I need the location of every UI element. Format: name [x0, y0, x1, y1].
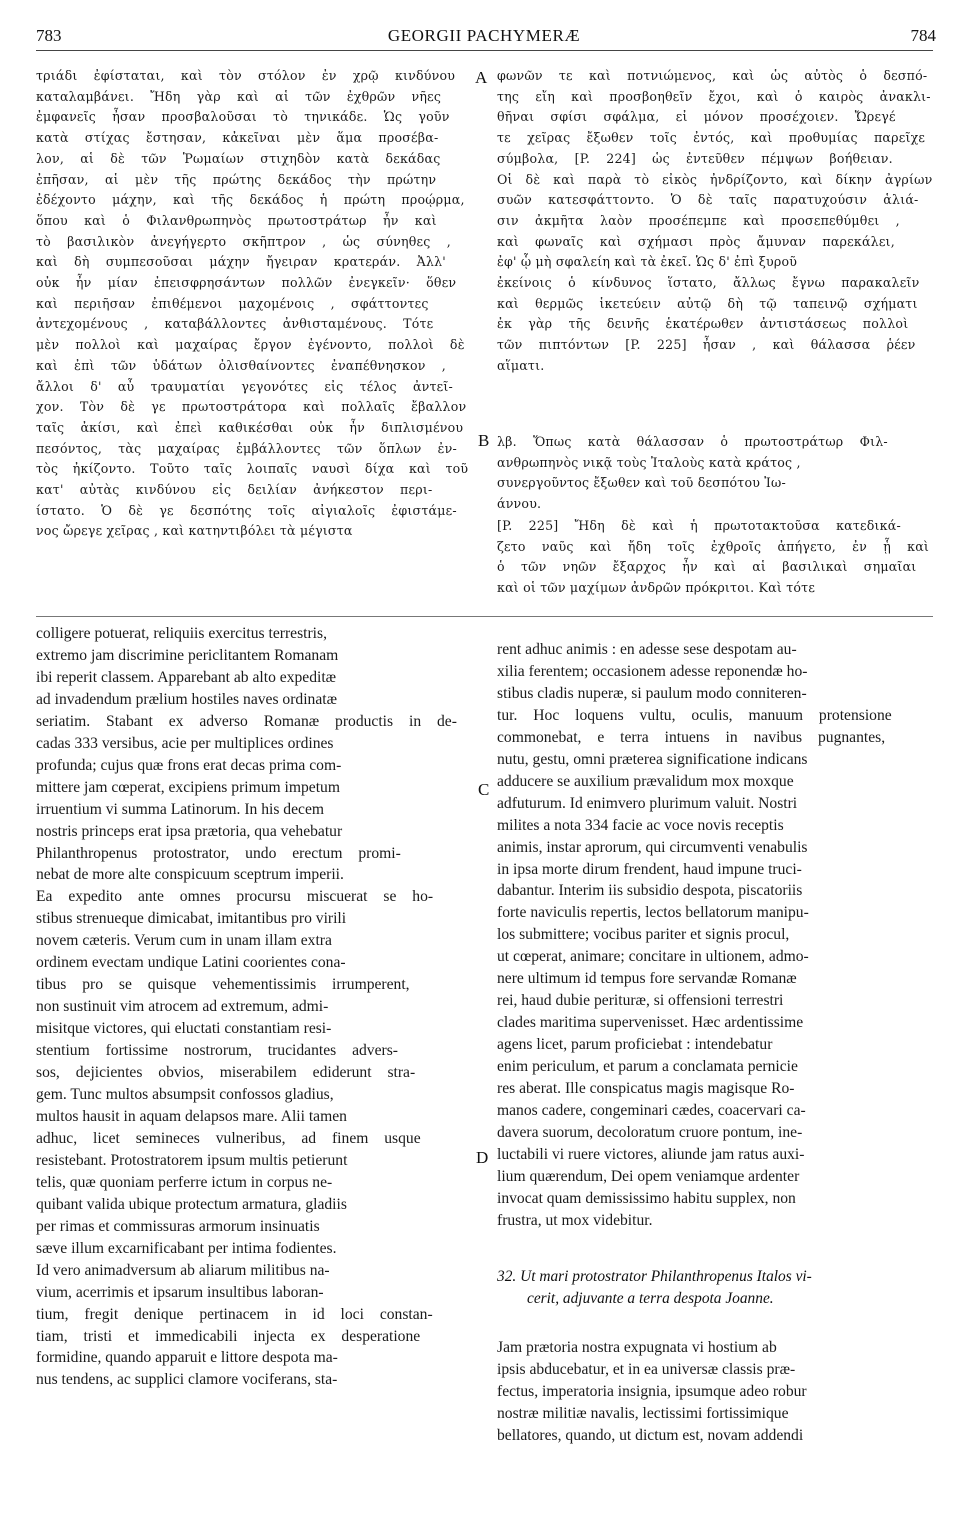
text-line: fectus, imperatoria insignia, ipsumque adeo robur — [497, 1382, 807, 1400]
text-line: ordinem evectam undique Latini coorientes cona- — [36, 954, 346, 972]
text-line: τὸς ἠκίζοντο. Τοῦτο ταῖς λοιπαῖς ναυσὶ δίχα καὶ τοῦ — [36, 461, 468, 477]
text-line: άννου. — [497, 496, 542, 512]
text-line: xilia ferentem; occasionem adesse reponendæ ho- — [497, 662, 808, 680]
page-number-right: 784 — [910, 26, 936, 45]
greek-column-right-continuation — [497, 516, 933, 599]
text-line: mittere jam cœperat, excipiens primum impetum — [36, 778, 340, 796]
header-rule — [36, 50, 933, 51]
greek-column-left — [36, 66, 468, 542]
text-line: κατ' αὐτὰς κινδύνου εἰς δειλίαν ἀνήκεστον περι- — [36, 482, 433, 498]
text-line: σύμβολα, [P. 224] ὡς ἐντεῦθεν πέμψων βοήθειαν. — [497, 150, 893, 166]
text-line: per rimas et commissuras armorum insinuatis — [36, 1217, 320, 1235]
text-line: ἄλλοι δ' αὖ τραυματίαι γεγονότες εἰς τέλος ἀντεῖ- — [36, 378, 453, 394]
text-line: ζετο ναῦς καὶ ἤδη τοῖς ἐχθροῖς ἀπήγετο, ἐν ᾗ καὶ — [497, 538, 930, 554]
text-line: nebat de more alte conspicuum sceptrum imperii. — [36, 866, 344, 884]
greek-column-right — [497, 66, 933, 377]
text-line: φωνῶν τε καὶ ποτνιώμενος, καὶ ὡς αὐτὸς ὁ δεσπό- — [497, 68, 928, 83]
text-line: nus tendens, ac supplici clamore vociferans, sta- — [36, 1371, 338, 1389]
latin-column-right — [497, 639, 933, 1232]
text-line: Οἱ δὲ καὶ παρὰ τὸ εἰκὸς ἠνδρίζοντο, καὶ δίκην ἀγρίων — [497, 171, 933, 187]
text-line: tium, fregit denique pertinacem in id loci constan- — [36, 1305, 433, 1323]
text-line: multos hausit in aquam delapsos mare. Alii tamen — [36, 1107, 347, 1125]
text-line: καὶ περιῆσαν ἐπιθέμενοι μαχομένοις , σφάττοντες — [36, 295, 429, 311]
text-line: stentium fortissime nostrorum, trucidantes advers- — [36, 1042, 398, 1060]
text-line: los submittere; vocibus pariter et signis procul, — [497, 926, 790, 944]
text-line: ὅπου καὶ ὁ Φιλανθρωπηνὸς πρωτοστράτωρ ἦν καὶ — [36, 212, 437, 228]
text-line: res aberat. Ille conspicatus magis magisque Ro- — [497, 1080, 795, 1098]
text-line: οὐκ ἦν μίαν ἐπεισφρησάντων πολλῶν ἐνεγκεῖν· ὅθεν — [36, 275, 457, 291]
text-line: non sustinuit vim atrocem ad extremum, admi- — [36, 998, 329, 1016]
text-line: τριάδι ἐφίσταται, καὶ τὸν στόλον ἐν χρῷ κινδύνου — [36, 68, 456, 83]
text-line: milites a nota 334 facie ac voce novis receptis — [497, 816, 784, 834]
text-line: telis, quæ quoniam perferre ictum in corpus ne- — [36, 1173, 333, 1191]
text-line: formidine, quando apparuit e littore despota ma- — [36, 1349, 338, 1367]
text-line: stibus cladis nuperæ, si paulum modo conniteren- — [497, 684, 807, 702]
text-line: sos, dejicientes obvios, miserabilem ediderunt stra- — [36, 1064, 416, 1082]
text-line: Id vero animadversum ab aliarum militibus na- — [36, 1261, 330, 1279]
text-line: θῆναι σφίσι σφάλμα, εἰ μόνον προσέχοιεν. Ὤρεγέ — [497, 109, 896, 125]
text-line: ὁ τῶν νηῶν ἔξαρχος ἦν καὶ αἱ βασιλικαὶ σημαῖαι — [497, 559, 917, 575]
text-line: καὶ οἱ τῶν μαχίμων ἀνδρῶν πρόκριτοι. Καὶ τότε — [497, 580, 816, 596]
text-line: nostris princeps erat ipsa prætoria, qua vehebatur — [36, 822, 343, 840]
latin-column-right-continuation — [497, 1337, 933, 1447]
text-line: manos cadere, congeminari cædes, coacervari ca- — [497, 1102, 806, 1120]
column-divider-rule — [36, 616, 933, 617]
text-line: gem. Tunc multos absumpsit confossos gladius, — [36, 1086, 334, 1104]
text-line: Philanthropenus protostrator, undo erectum promi- — [36, 844, 401, 862]
margin-letter-a: A — [475, 68, 488, 87]
text-line: animis, instar aprorum, qui circumventi venabulis — [497, 838, 808, 856]
text-line: ἐφ' ᾧ μὴ σφαλείη καὶ τὰ ἐκεῖ. Ὡς δ' ἐπὶ ξυροῦ — [497, 254, 798, 270]
text-line: frustra, ut mox videbitur. — [497, 1211, 653, 1229]
text-line: nutu, gestu, omni præterea significatione indicans — [497, 750, 808, 768]
text-line: tur. Hoc loquens vultu, oculis, manuum protensione — [497, 706, 892, 724]
text-line: adhuc, licet semineces vulneribus, ad finem usque — [36, 1129, 421, 1147]
text-line: αἵματι. — [497, 357, 545, 373]
text-line: lium quærendum, Dei opem veniamque ardenter — [497, 1167, 800, 1185]
text-line: sæve illum excarnificabant per intima fodientes. — [36, 1239, 337, 1257]
text-line: tibus pro se quisque vehementissimis irrumperent, — [36, 976, 410, 994]
text-line: πεσόντος, τὰς μαχαίρας ἐμβάλλοντες τῶν ὅπλων ἐν- — [36, 440, 457, 456]
text-line: τε χεῖρας ἔξωθεν τοῖς ἐντός, καὶ προθυμίας παρεῖχε — [497, 130, 926, 146]
text-line: καὶ θερμῶς ἱκετεύειν αὐτῷ δὴ τῷ ταπεινῷ σχήματι — [497, 295, 918, 311]
text-line: forte naviculis repertis, lectos bellatorum manipu- — [497, 904, 809, 922]
text-line: ταῖς ἀκίσι, καὶ ἐπεὶ καθικέσθαι οὐκ ἦν διπλισμένου — [36, 419, 464, 435]
text-line: profunda; cujus quæ frons erat decas prima com- — [36, 756, 342, 774]
text-line: χον. Τὸν δὲ γε πρωτοστράτορα καὶ πολλαῖς ἔβαλλον — [36, 399, 467, 415]
text-line: misitque victores, qui eluctati constantiam resi- — [36, 1020, 332, 1038]
text-line: καὶ ἐπὶ τῶν ὑδάτων ὀλισθαίνοντες ἐναπέθνησκον , — [36, 357, 447, 373]
text-line: colligere potuerat, reliquiis exercitus terrestris, — [36, 625, 327, 642]
section-title-line: 32. Ut mari protostrator Philanthropenus Italos vi- — [497, 1268, 812, 1285]
text-line: rent adhuc animis : en adesse sese despotam au- — [497, 641, 797, 658]
margin-letter-d: D — [476, 1148, 489, 1167]
text-line: quibant valida ubique protectum armatura, gladiis — [36, 1195, 347, 1213]
text-line: καταλαμβάνει. Ἤδη γὰρ καὶ αἱ τῶν ἐχθρῶν νῆες — [36, 88, 442, 104]
text-line: κατὰ στίχας ἔστησαν, κἀκεῖναι μὲν ἅμα προσέβα- — [36, 130, 439, 146]
text-line: adfuturum. Id enimvero plurimum valuit. Nostri — [497, 794, 798, 812]
text-line: invocat quam demississimo habitu supplex, non — [497, 1189, 796, 1207]
text-line: ἀντεχομένους , καταβάλλοντες ἀνθισταμένους. Τότε — [36, 316, 434, 332]
text-line: agens licet, parum proficiebat : intendebatur — [497, 1036, 773, 1054]
text-line: ἐκ γὰρ τῆς δεινῆς ἑκατέρωθεν ἀντιστάσεως πολλοὶ — [497, 316, 909, 332]
text-line: συνεργοῦντος ἔξωθεν καὶ τοῦ δεσπότου Ἰω- — [497, 475, 786, 491]
text-line: συῶν κατεσφάττοντο. Ὁ δὲ ταῖς παρατυχούσιν ἁλιά- — [497, 192, 919, 208]
text-line: nostræ militiæ navalis, lectissimi fortissimique — [497, 1404, 789, 1422]
text-line: ibi reperit classem. Apparebant ab alto expeditæ — [36, 668, 337, 686]
text-line: ipsis abducebatur, et in ea universæ classis præ- — [497, 1360, 796, 1378]
text-line: τῶν πιπτόντων [P. 225] ἦσαν , καὶ θάλασσα ῥέεν — [497, 337, 916, 353]
text-line: νος ὤρεγε χεῖρας , καὶ κατηντιβόλει τὰ μέγιστα — [36, 523, 353, 539]
text-line: vium, acerrimis et ipsarum insultibus laboran- — [36, 1283, 324, 1301]
text-line: καὶ δὴ συμπεσοῦσαι μάχην ἤγειραν κρατεράν. Ἀλλ' — [36, 254, 446, 270]
text-line: ἐδέχοντο μάχην, καὶ τῆς δεκάδος ἡ πρώτη προῴρμα, — [36, 192, 465, 208]
text-line: tiam, tristi et immedicabili injecta ex desperatione — [36, 1327, 421, 1345]
text-line: resistebant. Protostratorem ipsum multis petierunt — [36, 1151, 348, 1169]
text-line: ίστατο. Ὁ δὲ γε δεσπότης τοῖς αἰγιαλοῖς ἐφιστάμε- — [36, 502, 457, 518]
text-line: λον, αἱ δὲ τῶν Ῥωμαίων στιχηδὸν κατὰ δεκάδας — [36, 150, 441, 166]
text-line: [P. 225] Ἤδη δὲ καὶ ἡ πρωτοτακτοῦσα κατεδικά- — [497, 518, 901, 533]
text-line: της εἴη καὶ προσβοηθεῖν ἔχοι, καὶ ὁ καιρὸς ἀνακλι- — [497, 88, 931, 104]
text-line: λβ. Ὅπως κατὰ θάλασσαν ὁ πρωτοστράτωρ Φιλ- — [497, 434, 888, 449]
text-line: dabantur. Interim iis subsidio despota, piscatoriis — [497, 882, 803, 900]
text-line: τὸ βασιλικὸν ἀνεγήγερτο σκῆπτρον , ὡς σύνηθες , — [36, 233, 451, 249]
margin-letter-b: B — [478, 431, 490, 450]
text-line: clades maritima supervenisset. Hæc ardentissime — [497, 1014, 804, 1032]
text-line: ut cœperat, animare; concitare in ultionem, admo- — [497, 948, 809, 966]
text-line: seriatim. Stabant ex adverso Romanæ productis in de- — [36, 712, 457, 730]
text-line: ἐμφανεῖς ἦσαν προσβαλοῦσαι τὸ τηνικάδε. Ὡς γοῦν — [36, 109, 450, 125]
text-line: ἐκείνοις ὁ κίνδυνος ἵστατο, ἄλλως ἔγνω παρακαλεῖν — [497, 275, 920, 291]
page-number-left: 783 — [36, 26, 62, 45]
text-line: ἐπῆσαν, αἱ μὲν τῆς πρώτης δεκάδος τὴν πρώτην — [36, 171, 437, 187]
running-title: GEORGII PACHYMERÆ — [387, 26, 581, 45]
text-line: adducere se auxilium prævalidum mox moxque — [497, 772, 794, 790]
text-line: extremo jam discrimine periclitantem Romanam — [36, 646, 339, 664]
text-line: commonebat, e terra intuens in navibus pugnantes, — [497, 728, 886, 746]
text-line: Jam prætoria nostra expugnata vi hostium ab — [497, 1339, 777, 1356]
text-line: davera suorum, decoloratum cruore pontum, ine- — [497, 1123, 803, 1141]
text-line: irruentium vi summa Latinorum. In his decem — [36, 800, 324, 818]
text-line: σιν ἀκμῆτα λαὸν προσέπεμπε καὶ προσεπεθύμθει , — [497, 212, 900, 228]
text-line: enim periculum, et parum a conclamata pernicie — [497, 1058, 798, 1076]
text-line: ad invadendum prælium hostiles naves ordinatæ — [36, 690, 338, 708]
text-line: in ipsa morte dirum frendent, haud impune truci- — [497, 860, 802, 878]
text-line: Ea expedito ante omnes procursu miscuerat se ho- — [36, 888, 434, 906]
text-line: καὶ φωναῖς καὶ σχήμασι πρὸς ἄμυναν παρεκάλει, — [497, 233, 895, 249]
text-line: bellatores, quando, ut dictum est, novam addendi — [497, 1426, 804, 1444]
text-line: ανθρωπηνὸς νικᾷ τοὺς Ἰταλοὺς κατὰ κράτος , — [497, 454, 801, 470]
text-line: stibus strenueque dimicabat, imitantibus pro virili — [36, 910, 347, 928]
text-line: μὲν πολλοὶ καὶ μαχαίρας ἔργον ἐγένοντο, πολλοὶ δὲ — [36, 337, 465, 353]
text-line: nere ultimum id tempus fore servandæ Romanæ — [497, 970, 797, 988]
margin-letter-c: C — [478, 780, 490, 799]
text-line: luctabili vi ruere victores, aliunde jam ratus auxi- — [497, 1145, 805, 1163]
section-title-line: cerit, adjuvante a terra despota Joanne. — [527, 1290, 774, 1307]
text-line: cadas 333 versibus, acie per multiplices ordines — [36, 734, 334, 752]
latin-column-left — [36, 623, 468, 1391]
text-line: novem cæteris. Verum cum in unam illam extra — [36, 932, 332, 950]
text-line: rei, haud dubie perituræ, si offensioni terrestri — [497, 992, 784, 1010]
latin-section-title — [497, 1266, 933, 1310]
greek-section-heading — [497, 432, 933, 515]
